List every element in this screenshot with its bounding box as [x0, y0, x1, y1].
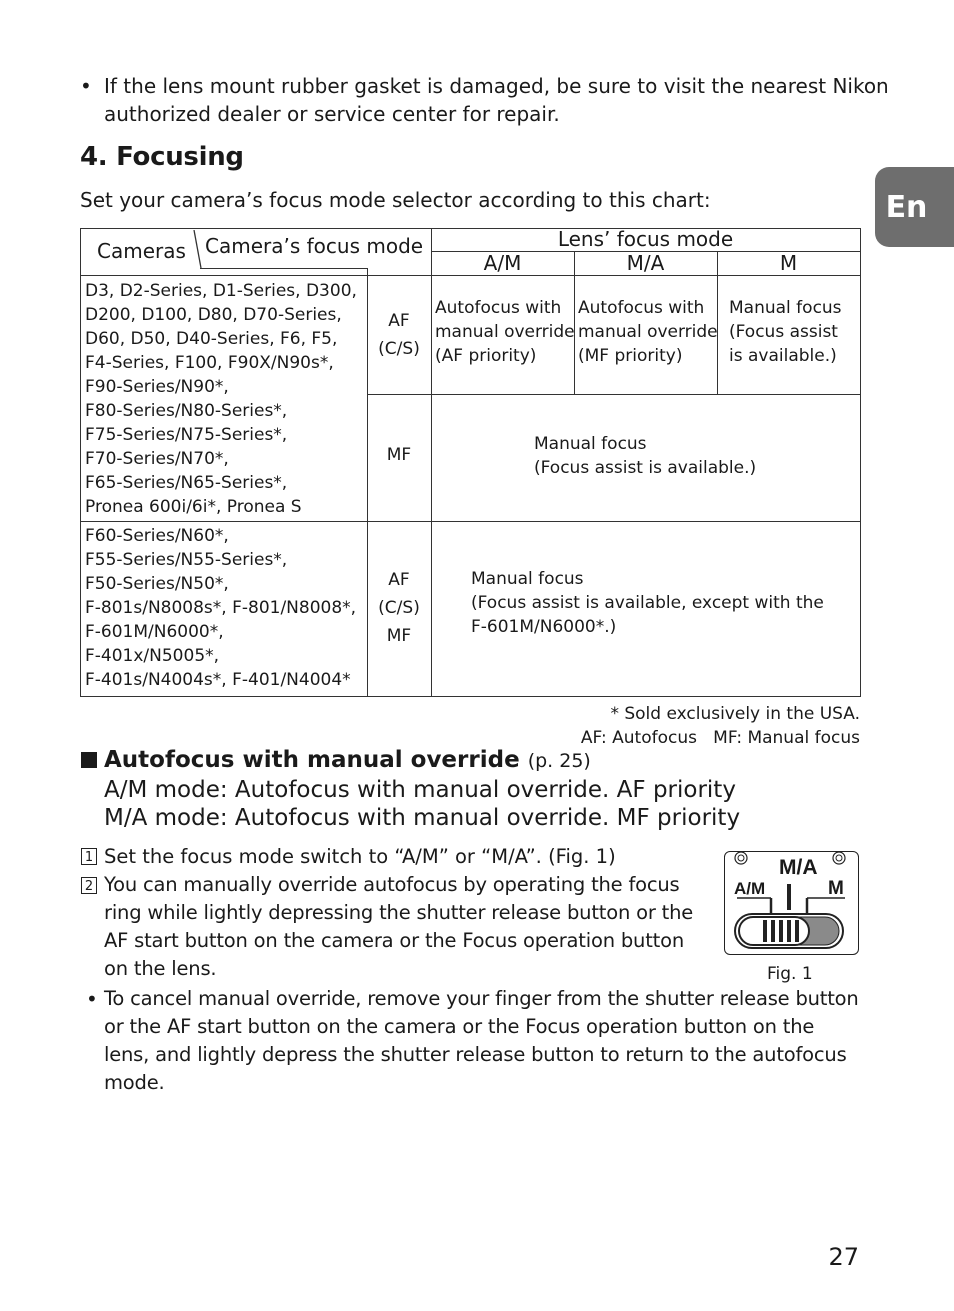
camera-line: F50-Series/N50*, [85, 574, 229, 594]
language-tab: En [875, 167, 954, 247]
step-1-text: Set the focus mode switch to “A/M” or “M/A”. (Fig. 1) [104, 845, 616, 868]
group2-all-line: F-601M/N6000*.) [471, 617, 617, 637]
af-ma-cell [578, 296, 718, 368]
cancel-line: mode. [104, 1071, 165, 1094]
square-bullet-icon [81, 752, 97, 768]
group2-mode-line: MF [386, 626, 412, 646]
camera-line: F80-Series/N80-Series*, [85, 401, 288, 421]
camera-line: F65-Series/N65-Series*, [85, 473, 288, 493]
switch-label-m: M [828, 878, 844, 899]
note-usa: * Sold exclusively in the USA. [610, 704, 860, 724]
group2-camera-list [85, 524, 356, 692]
header-cameras: Cameras [97, 239, 186, 263]
camera-line: F-401x/N5005*, [85, 646, 220, 666]
intro-bullet-line1: If the lens mount rubber gasket is damaged, be sure to visit the nearest Nikon [104, 74, 889, 98]
cancel-text [104, 985, 859, 1097]
focus-mode-switch-figure [724, 851, 859, 955]
note-abbrev: AF: Autofocus MF: Manual focus [580, 728, 860, 748]
af-ma-line: Autofocus with [578, 298, 705, 318]
af-am-line: Autofocus with [435, 298, 562, 318]
header-lens-ma: M/A [626, 251, 665, 275]
step-2-line: on the lens. [104, 957, 217, 980]
switch-label-am: A/M [734, 879, 766, 898]
cancel-line: lens, and lightly depress the shutter release button to return to the autofocus [104, 1043, 847, 1066]
camera-line: F55-Series/N55-Series*, [85, 550, 288, 570]
group2-all-cell [471, 567, 824, 639]
am-mode-line: A/M mode: Autofocus with manual override. AF priority [104, 777, 736, 803]
af-ma-line: (MF priority) [578, 346, 683, 366]
mf-all-cell [534, 432, 756, 480]
header-lens-am: A/M [483, 251, 522, 275]
header-diagonal [192, 230, 204, 270]
step-2-line: AF start button on the camera or the Focus operation button [104, 929, 684, 952]
step-2-line: ring while lightly depressing the shutter release button or the [104, 901, 694, 924]
af-m-line: is available.) [729, 346, 837, 366]
af-mode-cs-text: (C/S) [378, 339, 420, 359]
camera-line: D60, D50, D40-Series, F6, F5, [85, 329, 338, 349]
camera-line: F-801s/N8008s*, F-801/N8008*, [85, 598, 357, 618]
cancel-line: To cancel manual override, remove your finger from the shutter release button [104, 987, 859, 1010]
switch-label-ma: M/A [779, 856, 818, 879]
camera-line: F75-Series/N75-Series*, [85, 425, 288, 445]
camera-line: D200, D100, D80, D70-Series, [85, 305, 342, 325]
intro-bullet-line2: authorized dealer or service center for repair. [104, 102, 560, 126]
step-2-line: You can manually override autofocus by operating the focus [104, 873, 680, 896]
group2-all-line: (Focus assist is available, except with the [471, 593, 824, 613]
af-m-line: (Focus assist [729, 322, 838, 342]
camera-line: F-401s/N4004s*, F-401/N4004* [85, 670, 351, 690]
cancel-bullet-dot: • [86, 987, 98, 1011]
af-m-line: Manual focus [729, 298, 842, 318]
af-mode-cell [367, 307, 431, 363]
override-heading [104, 746, 591, 776]
step-2-text [104, 871, 693, 983]
group1-camera-list [85, 279, 357, 519]
mf-all-line: Manual focus [534, 434, 647, 454]
camera-line: F60-Series/N60*, [85, 526, 229, 546]
override-page-ref: (p. 25) [527, 750, 591, 772]
af-am-cell [435, 296, 575, 368]
group2-all-line: Manual focus [471, 569, 584, 589]
camera-line: F90-Series/N90*, [85, 377, 229, 397]
group2-mode-cell [367, 566, 431, 650]
bullet-dot: • [80, 74, 92, 98]
group2-mode-line: AF [388, 570, 410, 590]
camera-line: F4-Series, F100, F90X/N90s*, [85, 353, 334, 373]
af-ma-line: manual override [578, 322, 718, 342]
camera-line: F-601M/N6000*, [85, 622, 224, 642]
page-number: 27 [828, 1243, 859, 1271]
mf-mode-cell: MF [386, 445, 412, 465]
section-intro: Set your camera’s focus mode selector according to this chart: [80, 188, 711, 212]
af-am-line: manual override [435, 322, 575, 342]
cancel-line: or the AF start button on the camera or the Focus operation button on the [104, 1015, 815, 1038]
step-1-number: 1 [81, 848, 97, 865]
mf-all-line: (Focus assist is available.) [534, 458, 757, 478]
af-m-cell [729, 296, 842, 368]
camera-line: Pronea 600i/6i*, Pronea S [85, 497, 302, 517]
group2-mode-line: (C/S) [378, 598, 420, 618]
section-title: 4. Focusing [80, 142, 244, 172]
figure-caption: Fig. 1 [767, 964, 813, 984]
af-am-line: (AF priority) [435, 346, 537, 366]
override-heading-text: Autofocus with manual override [104, 747, 520, 773]
header-lens-m: M [779, 251, 798, 275]
ma-mode-line: M/A mode: Autofocus with manual override. MF priority [104, 805, 741, 831]
step-2-number: 2 [81, 877, 97, 894]
header-lens-focus-mode: Lens’ focus mode [557, 227, 734, 251]
camera-line: D3, D2-Series, D1-Series, D300, [85, 281, 357, 301]
camera-line: F70-Series/N70*, [85, 449, 229, 469]
header-camera-focus-mode: Camera’s focus mode [205, 234, 424, 258]
af-mode-text: AF [388, 311, 410, 331]
